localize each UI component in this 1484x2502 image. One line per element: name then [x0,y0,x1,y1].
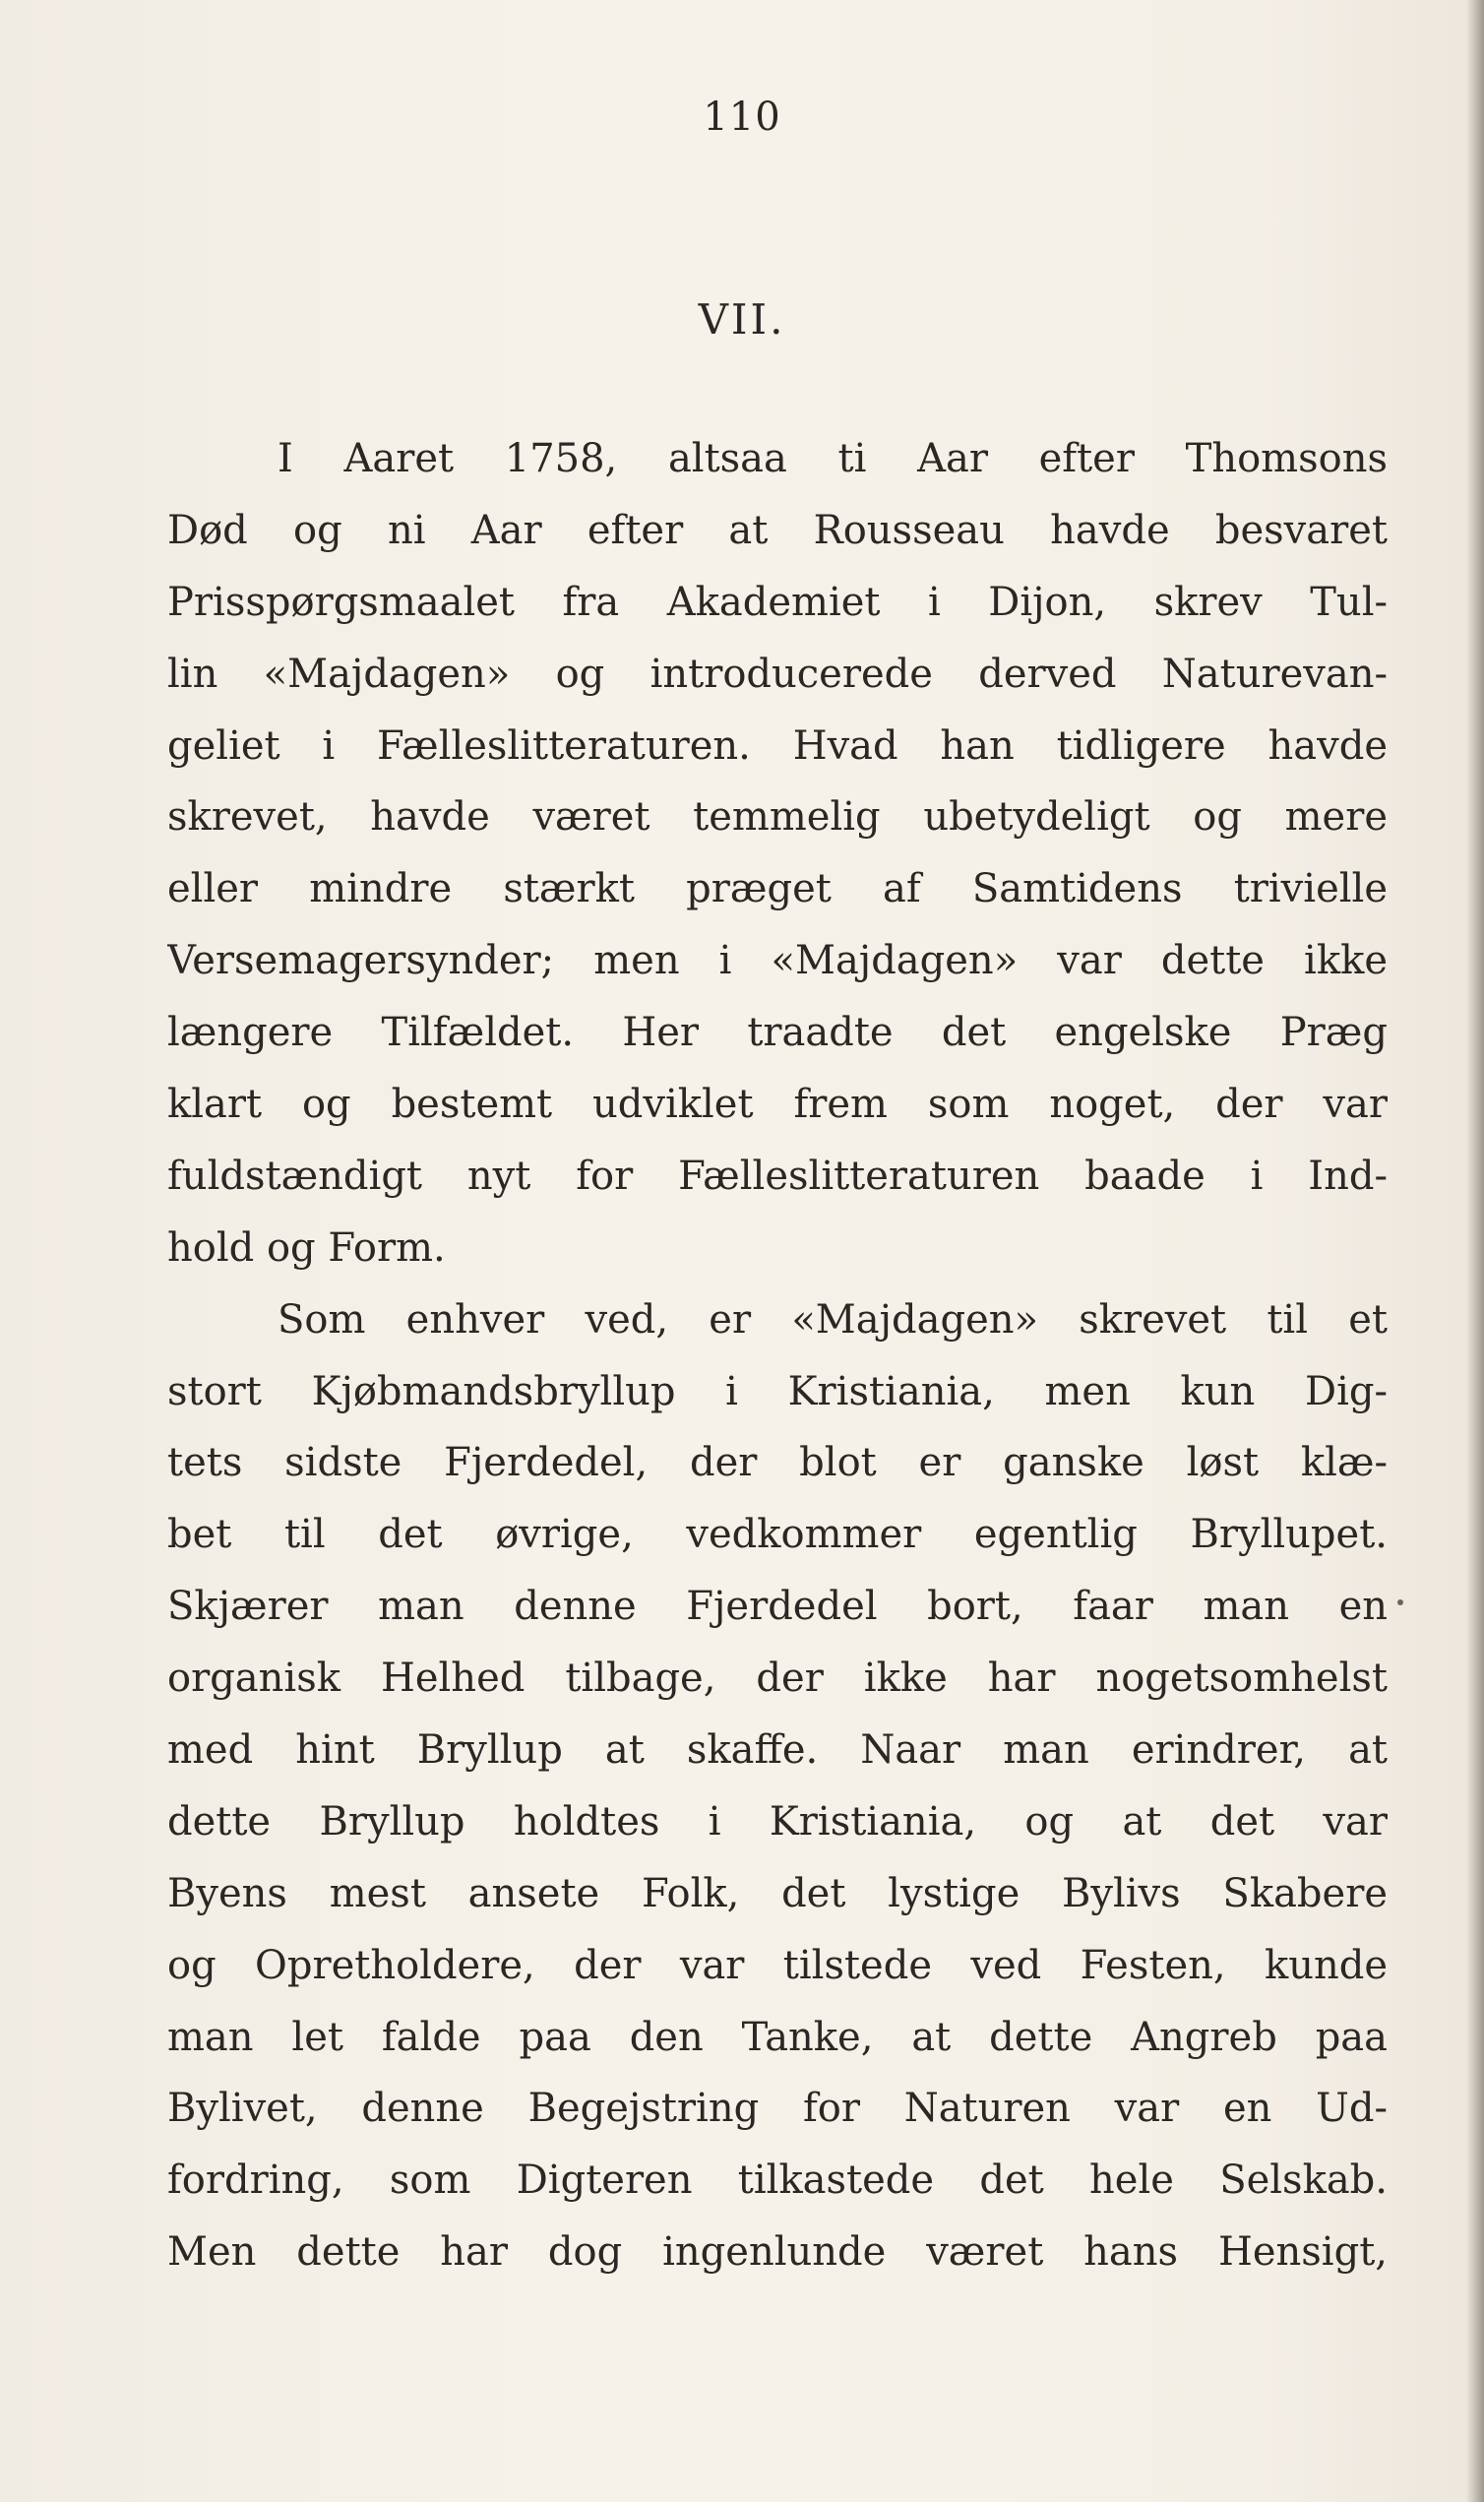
text-line: fuldstændigt nyt for Fælleslitteraturen baade i Ind- [167,1153,1388,1199]
text-line: Skjærer man denne Fjerdedel bort, faar man en [167,1584,1388,1630]
text-line: Bylivet, denne Begejstring for Naturen var en Ud- [167,2086,1388,2132]
text-line: og Opretholdere, der var tilstede ved Festen, kunde [167,1942,1388,1988]
text-line: Versemagersynder; men i «Majdagen» var dette ikke [167,938,1388,984]
text-line: med hint Bryllup at skaffe. Naar man erindrer, at [167,1727,1388,1774]
chapter-heading: VII. [698,295,786,344]
text-line: Som enhver ved, er «Majdagen» skrevet til et [278,1296,1388,1343]
paragraph-2 [167,1284,1388,2288]
text-line: Byens mest ansete Folk, det lystige Bylivs Skabere [167,1870,1388,1916]
text-line: fordring, som Digteren tilkastede det hele Selskab. [167,2158,1388,2204]
text-line: lin «Majdagen» og introducerede derved Naturevan- [167,651,1388,697]
text-line: Død og ni Aar efter at Rousseau havde besvaret [167,507,1388,553]
text-line: eller mindre stærkt præget af Samtidens trivielle [167,866,1388,912]
margin-dot [1397,1599,1403,1605]
text-line: geliet i Fælleslitteraturen. Hvad han tidligere havde [167,722,1388,769]
text-line: længere Tilfældet. Her traadte det engelske Præg [167,1010,1388,1056]
text-line: I Aaret 1758, altsaa ti Aar efter Thomsons [278,436,1388,481]
text-line: skrevet, havde været temmelig ubetydeligt og mere [167,794,1388,841]
text-line: Prisspørgsmaalet fra Akademiet i Dijon, skrev Tul- [167,579,1388,625]
text-line: hold og Form. [167,1224,446,1271]
body-text [167,423,1388,2288]
paragraph-1 [167,423,1388,1284]
page-number: 110 [703,94,781,140]
text-line: klart og bestemt udviklet frem som noget, der var [167,1082,1388,1128]
text-line: stort Kjøbmandsbryllup i Kristiania, men kun Dig- [167,1368,1388,1414]
text-line: tets sidste Fjerdedel, der blot er ganske løst klæ- [167,1440,1388,1486]
text-line: dette Bryllup holdtes i Kristiania, og at det var [167,1798,1388,1845]
text-line: bet til det øvrige, vedkommer egentlig Bryllupet. [167,1512,1388,1558]
text-line: organisk Helhed tilbage, der ikke har nogetsomhelst [167,1656,1388,1702]
text-line: man let falde paa den Tanke, at dette Angreb paa [167,2014,1388,2060]
text-line: Men dette har dog ingenlunde været hans Hensigt, [167,2229,1388,2276]
page-edge-shadow [1466,0,1484,2502]
